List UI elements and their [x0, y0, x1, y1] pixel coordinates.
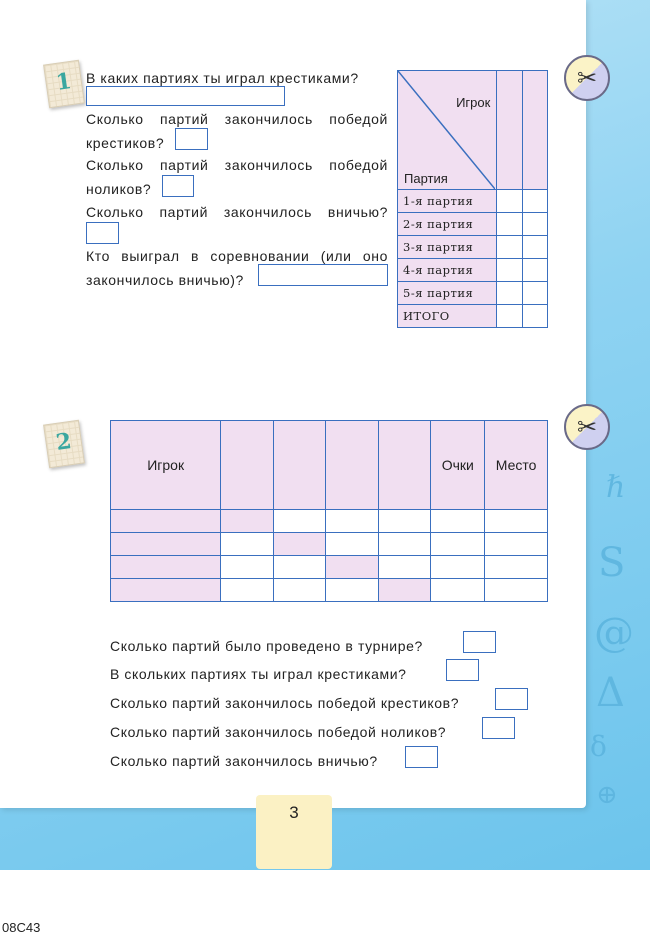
- row-label: 2-я партия: [398, 213, 497, 236]
- question-text: В скольких партиях ты играл крестиками?: [110, 666, 407, 682]
- row-label-total: ИТОГО: [398, 305, 497, 328]
- answer-box[interactable]: [463, 631, 496, 653]
- table-cell[interactable]: [273, 510, 326, 533]
- row-label: 1-я партия: [398, 190, 497, 213]
- math-symbol-decoration: ⊕: [596, 780, 618, 810]
- table-cell[interactable]: [485, 510, 548, 533]
- table-cell[interactable]: [273, 579, 326, 602]
- page-number: 3: [256, 795, 332, 869]
- table-cell[interactable]: [497, 213, 522, 236]
- tournament-table: [110, 420, 548, 602]
- table-cell[interactable]: [221, 579, 274, 602]
- header-place: Место: [485, 421, 548, 510]
- table-cell[interactable]: [221, 421, 274, 510]
- answer-box[interactable]: [162, 175, 194, 197]
- table-cell[interactable]: [497, 190, 522, 213]
- math-symbol-decoration: Δ: [596, 670, 625, 716]
- table-cell[interactable]: [497, 305, 522, 328]
- answer-field[interactable]: [86, 86, 285, 106]
- answer-box[interactable]: [482, 717, 515, 739]
- row-label: 5-я партия: [398, 282, 497, 305]
- table-cell[interactable]: [431, 510, 485, 533]
- table-cell[interactable]: [111, 556, 221, 579]
- table-cell[interactable]: [378, 533, 431, 556]
- answer-box[interactable]: [405, 746, 438, 768]
- table-cell[interactable]: [378, 510, 431, 533]
- table-cell[interactable]: [522, 305, 547, 328]
- exercise-number-badge: [43, 60, 85, 109]
- table-cell[interactable]: [497, 71, 522, 190]
- question-text: Сколько партий закончилось вничью?: [110, 753, 378, 769]
- table-cell[interactable]: [326, 510, 379, 533]
- table-cell[interactable]: [431, 556, 485, 579]
- table-cell[interactable]: [326, 421, 379, 510]
- exercise-number: 2: [54, 428, 74, 456]
- table-cell[interactable]: [431, 579, 485, 602]
- table-cell[interactable]: [522, 213, 547, 236]
- table-cell[interactable]: [497, 282, 522, 305]
- header-game: Партия: [404, 171, 448, 186]
- table-cell[interactable]: [111, 533, 221, 556]
- table-cell[interactable]: [273, 556, 326, 579]
- exercise-number-badge: [43, 420, 85, 469]
- table-cell: [326, 556, 379, 579]
- table-cell: [378, 579, 431, 602]
- table-cell[interactable]: [378, 556, 431, 579]
- header-player: Игрок: [456, 95, 491, 110]
- question-text: Сколько партий закончилось победой: [86, 157, 388, 173]
- table-cell[interactable]: [378, 421, 431, 510]
- table-cell[interactable]: [522, 259, 547, 282]
- table-cell: [273, 533, 326, 556]
- diagonal-header-cell: [398, 71, 497, 190]
- scissors-icon: ✂: [564, 55, 610, 101]
- table-cell[interactable]: [221, 556, 274, 579]
- print-code: 08C43: [2, 920, 41, 935]
- table-cell[interactable]: [497, 259, 522, 282]
- table-cell[interactable]: [522, 190, 547, 213]
- question-text: В каких партиях ты играл крестиками?: [86, 70, 359, 86]
- table-cell[interactable]: [522, 71, 547, 190]
- table-cell[interactable]: [111, 579, 221, 602]
- table-cell[interactable]: [326, 533, 379, 556]
- table-cell: [221, 510, 274, 533]
- table-cell[interactable]: [111, 510, 221, 533]
- row-label: 3-я партия: [398, 236, 497, 259]
- table-cell[interactable]: [326, 579, 379, 602]
- question-text: Сколько партий закончилось победой ноликов?: [110, 724, 447, 740]
- table-cell[interactable]: [497, 236, 522, 259]
- math-symbol-decoration: ℏ: [606, 470, 626, 505]
- answer-box[interactable]: [495, 688, 528, 710]
- table-cell[interactable]: [485, 579, 548, 602]
- math-symbol-decoration: @: [594, 610, 634, 656]
- table-cell[interactable]: [273, 421, 326, 510]
- math-symbol-decoration: δ: [590, 730, 607, 763]
- table-cell[interactable]: [485, 556, 548, 579]
- scissors-icon: ✂: [564, 404, 610, 450]
- table-cell[interactable]: [485, 533, 548, 556]
- math-symbol-decoration: S: [598, 540, 626, 586]
- answer-box[interactable]: [86, 222, 119, 244]
- table-cell[interactable]: [522, 236, 547, 259]
- question-text: Кто выиграл в соревновании (или оно: [86, 248, 388, 264]
- table-cell[interactable]: [221, 533, 274, 556]
- question-text: ноликов?: [86, 181, 152, 197]
- row-label: 4-я партия: [398, 259, 497, 282]
- header-points: Очки: [431, 421, 485, 510]
- answer-box[interactable]: [446, 659, 479, 681]
- table-cell[interactable]: [431, 533, 485, 556]
- question-text: Сколько партий закончилось победой: [86, 111, 388, 127]
- question-text: Сколько партий закончилось победой крестиков?: [110, 695, 460, 711]
- question-text: крестиков?: [86, 135, 165, 151]
- exercise-number: 1: [54, 68, 74, 96]
- answer-field[interactable]: [258, 264, 388, 286]
- question-text: Сколько партий было проведено в турнире?: [110, 638, 423, 654]
- answer-box[interactable]: [175, 128, 208, 150]
- table-cell[interactable]: [522, 282, 547, 305]
- question-text: закончилось вничью)?: [86, 272, 244, 288]
- games-table: [397, 70, 548, 328]
- header-player: Игрок: [111, 421, 221, 510]
- question-text: Сколько партий закончилось вничью?: [86, 204, 388, 220]
